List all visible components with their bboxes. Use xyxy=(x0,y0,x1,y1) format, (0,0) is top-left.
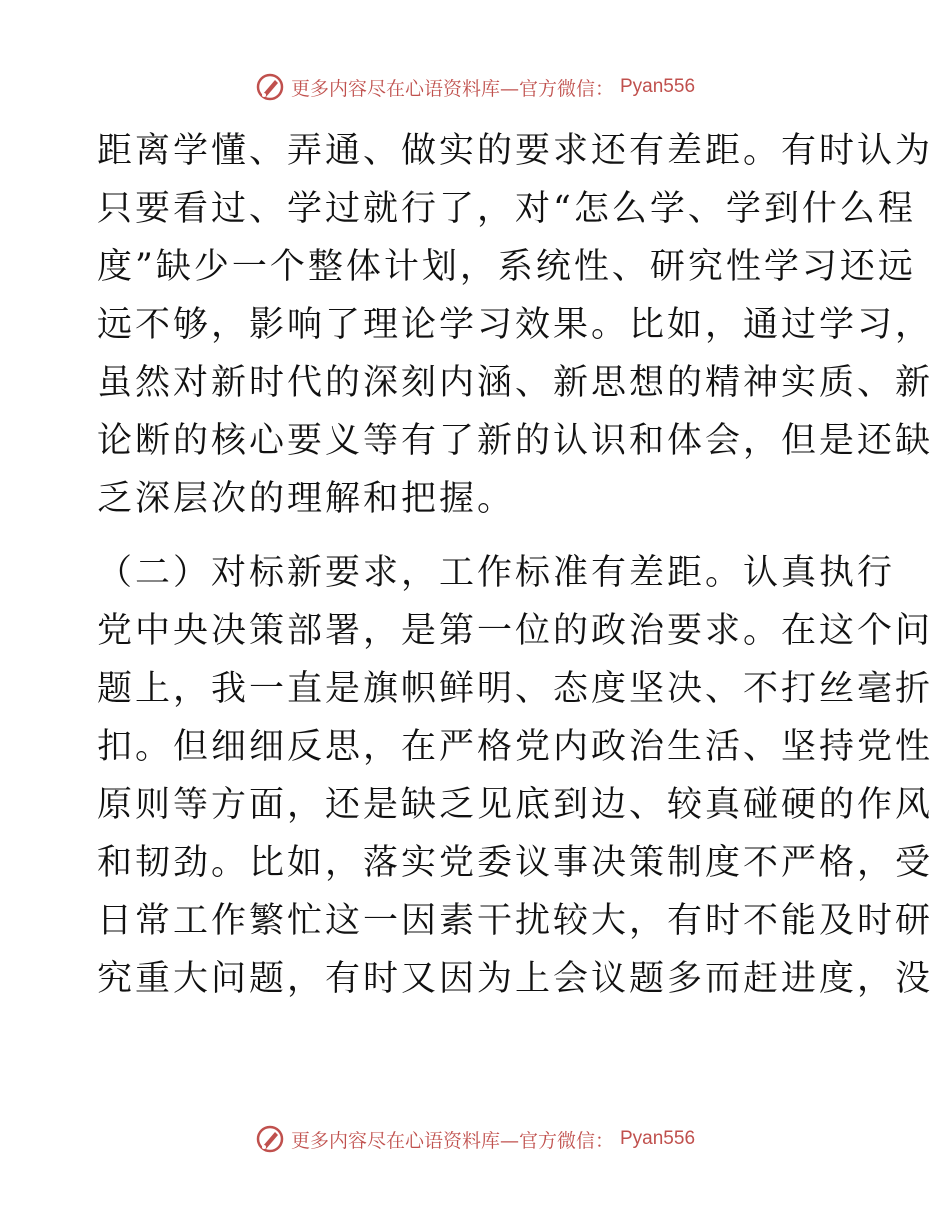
watermark-wechat-id: Pyan556 xyxy=(620,1128,696,1149)
header-watermark xyxy=(0,72,950,102)
text-line: 和韧劲。比如，落实党委议事决策制度不严格，受 xyxy=(97,843,934,883)
text-line: 只要看过、学过就行了，对“怎么学、学到什么程 xyxy=(97,189,916,229)
text-line: 扣。但细细反思，在严格党内政治生活、坚持党性 xyxy=(97,727,934,767)
text-line: 题上，我一直是旗帜鲜明、态度坚决、不打丝毫折 xyxy=(97,669,934,709)
text-line: 乏深层次的理解和把握。 xyxy=(97,479,516,519)
paragraph-1 xyxy=(97,122,934,528)
text-line: 论断的核心要义等有了新的认识和体会，但是还缺 xyxy=(97,421,934,461)
watermark-wechat-id: Pyan556 xyxy=(620,76,696,97)
document-body xyxy=(97,122,934,1008)
text-line: 日常工作繁忙这一因素干扰较大，有时不能及时研 xyxy=(97,901,934,941)
pen-logo-icon xyxy=(255,72,285,102)
text-line: （二）对标新要求，工作标准有差距。认真执行 xyxy=(97,553,896,593)
text-line: 度”缺少一个整体计划，系统性、研究性学习还远 xyxy=(97,247,916,287)
text-line: 距离学懂、弄通、做实的要求还有差距。有时认为 xyxy=(97,131,934,171)
text-line: 究重大问题，有时又因为上会议题多而赶进度，没 xyxy=(97,959,934,999)
pen-logo-icon xyxy=(255,1124,285,1154)
watermark-text: 更多内容尽在心语资料库—官方微信： xyxy=(290,1129,614,1152)
text-line: 虽然对新时代的深刻内涵、新思想的精神实质、新 xyxy=(97,363,934,403)
footer-watermark xyxy=(0,1124,950,1154)
watermark-text: 更多内容尽在心语资料库—官方微信： xyxy=(290,77,614,100)
text-line: 远不够，影响了理论学习效果。比如，通过学习， xyxy=(97,305,934,345)
text-line: 党中央决策部署，是第一位的政治要求。在这个问 xyxy=(97,611,934,651)
paragraph-2 xyxy=(97,544,934,1008)
text-line: 原则等方面，还是缺乏见底到边、较真碰硬的作风 xyxy=(97,785,934,825)
